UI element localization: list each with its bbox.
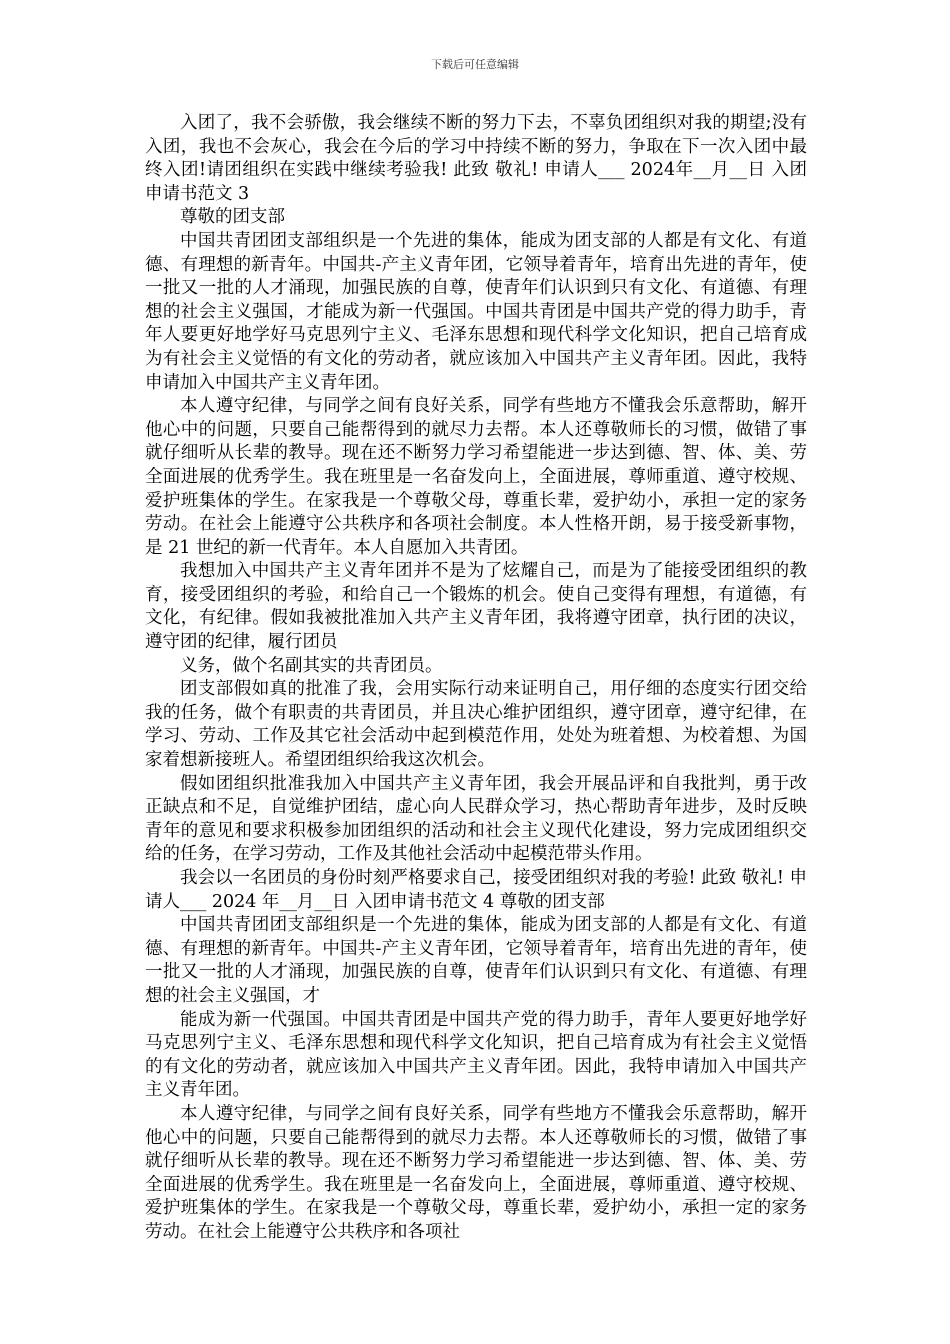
page-header: 下载后可任意编辑 — [431, 58, 519, 71]
paragraph: 义务，做个名副其实的共青团员。 — [180, 655, 443, 676]
paragraph: 能成为新一代强国。中国共青团是中国共产党的得力助手，青年人要更好地学好马克思列宁主义、毛泽东思想和现代科学文化知识，把自己培育成为有社会主义觉悟的有文化的劳动者，就应该加入中国共产主义青年团。因此，我特申请加入中国共产主义青年团。 — [145, 1009, 807, 1101]
paragraph: 团支部假如真的批准了我，会用实际行动来证明自己，用仔细的态度实行团交给我的任务，做个有职责的共青团员，并且决心维护团组织，遵守团章，遵守纪律，在学习、劳动、工作及其它社会活动中起到模范作用，处处为班着想、为校着想、为国家着想新接班人。希望团组织给我这次机会。 — [145, 679, 807, 771]
salutation: 尊敬的团支部 — [180, 207, 285, 228]
paragraph: 我会以一名团员的身份时刻严格要求自己，接受团组织对我的考验! 此致 敬礼! 申请人___ 2024 年__月__日 入团申请书范文 4 尊敬的团支部 — [145, 868, 807, 912]
paragraph: 中国共青团团支部组织是一个先进的集体，能成为团支部的人都是有文化、有道德、有理想的新青年。中国共-产主义青年团，它领导着青年，培育出先进的青年，使一批又一批的人才涌现，加强民族的自尊，使青年们认识到只有文化、有道德、有理想的社会主义强国，才能成为新一代强国。中国共青团是中国共产党的得力助手，青年人要更好地学好马克思列宁主义、毛泽东思想和现代科学文化知识，把自己培育成为有社会主义觉悟的有文化的劳动者，就应该加入中国共产主义青年团。因此，我特申请加入中国共产主义青年团。 — [145, 230, 807, 393]
paragraph: 中国共青团团支部组织是一个先进的集体，能成为团支部的人都是有文化、有道德、有理想的新青年。中国共-产主义青年团，它领导着青年，培育出先进的青年，使一批又一批的人才涌现，加强民族的自尊，使青年们认识到只有文化、有道德、有理想的社会主义强国，才 — [145, 915, 807, 1006]
paragraph: 我想加入中国共产主义青年团并不是为了炫耀自己，而是为了能接受团组织的教育，接受团组织的考验，和给自己一个锻炼的机会。使自己变得有理想，有道德，有文化，有纪律。假如我被批准加入共产主义青年团，我将遵守团章，执行团的决议，遵守团的纪律，履行团员 — [145, 561, 807, 653]
paragraph: 入团了，我不会骄傲，我会继续不断的努力下去，不辜负团组织对我的期望;没有入团，我也不会灰心，我会在今后的学习中持续不断的努力，争取在下一次入团中最终入团!请团组织在实践中继续考验我! 此致 敬礼! 申请人___ 2024年__月__日 入团申请书范文 3 — [145, 113, 807, 204]
paragraph: 假如团组织批准我加入中国共产主义青年团，我会开展品评和自我批判，勇于改正缺点和不足，自觉维护团结，虚心向人民群众学习，热心帮助青年进步，及时反映青年的意见和要求积极参加团组织的活动和社会主义现代化建设，努力完成团组织交给的任务，在学习劳动，工作及其他社会活动中起模范带头作用。 — [145, 773, 807, 865]
paragraph: 本人遵守纪律，与同学之间有良好关系，同学有些地方不懂我会乐意帮助，解开他心中的问题，只要自己能帮得到的就尽力去帮。本人还尊敬师长的习惯，做错了事就仔细听从长辈的教导。现在还不断努力学习希望能进一步达到德、智、体、美、劳全面进展的优秀学生。我在班里是一名奋发向上，全面进展，尊师重道、遵守校规、爱护班集体的学生。在家我是一个尊敬父母，尊重长辈，爱护幼小，承担一定的家务劳动。在社会上能遵守公共秩序和各项社会制度。本人性格开朗，易于接受新事物，是 21 世纪的新一代青年。本人自愿加入共青团。 — [145, 396, 807, 558]
document-body — [145, 112, 807, 1245]
paragraph: 本人遵守纪律，与同学之间有良好关系，同学有些地方不懂我会乐意帮助，解开他心中的问题，只要自己能帮得到的就尽力去帮。本人还尊敬师长的习惯，做错了事就仔细听从长辈的教导。现在还不断努力学习希望能进一步达到德、智、体、美、劳全面进展的优秀学生。我在班里是一名奋发向上，全面进展，尊师重道、遵守校规、爱护班集体的学生。在家我是一个尊敬父母，尊重长辈，爱护幼小，承担一定的家务劳动。在社会上能遵守公共秩序和各项社 — [145, 1103, 807, 1242]
